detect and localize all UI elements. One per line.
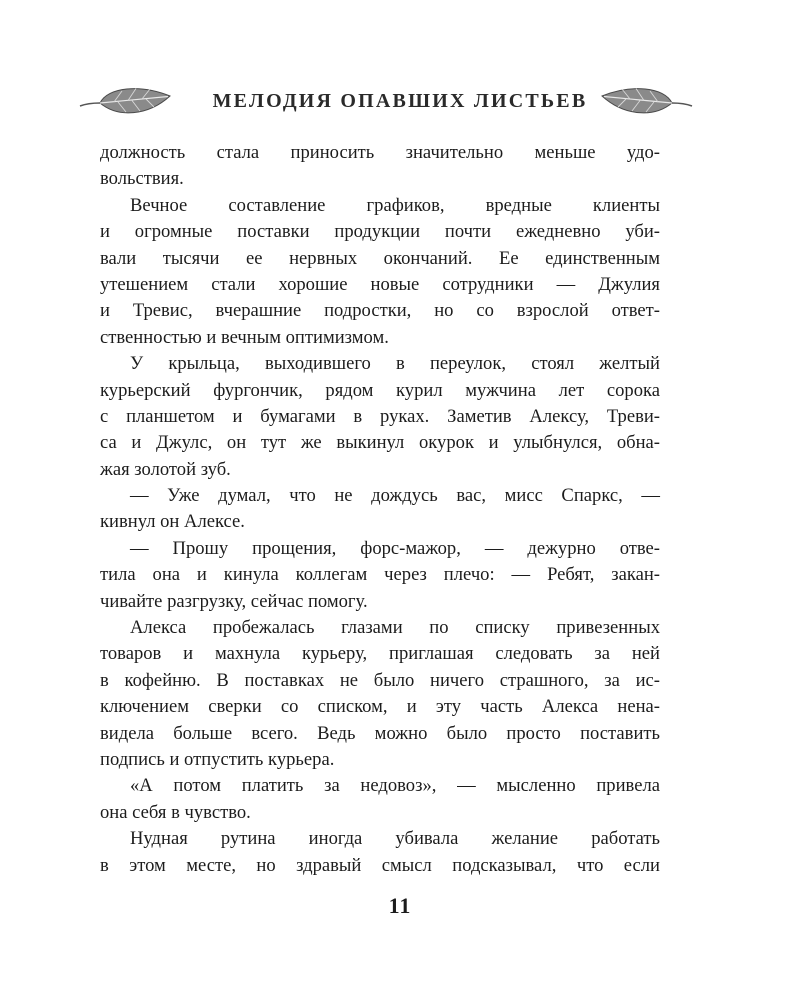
body-text [100, 140, 660, 879]
text-line: вольствия. [100, 168, 184, 190]
text-line: У крыльца, выходившего в переулок, стоял желтый [130, 353, 660, 375]
text-line: ключением сверки со списком, и эту часть Алекса нена- [100, 696, 660, 718]
page-number: 11 [388, 893, 412, 918]
text-line: и Тревис, вчерашние подростки, но со взрослой ответ- [100, 300, 660, 322]
text-line: «А потом платить за недовоз», — мысленно привела [130, 775, 660, 797]
running-header [0, 78, 800, 124]
text-line: — Уже думал, что не дождусь вас, мисс Спаркс, — [130, 485, 660, 507]
text-line: тила она и кинула коллегам через плечо: — Ребят, закан- [100, 564, 660, 586]
text-line: она себя в чувство. [100, 801, 251, 823]
text-line: Вечное составление графиков, вредные клиенты [130, 194, 660, 216]
book-title: МЕЛОДИЯ ОПАВШИХ ЛИСТЬЕВ [212, 90, 588, 112]
text-line: с планшетом и бумагами в руках. Заметив Алексу, Треви- [100, 405, 660, 427]
text-line: утешением стали хорошие новые сотрудники — Джулия [100, 273, 660, 295]
text-line: видела больше всего. Ведь можно было просто поставить [100, 722, 660, 744]
text-line: кивнул он Алексе. [100, 511, 245, 533]
text-line: чивайте разгрузку, сейчас помогу. [100, 590, 368, 612]
text-line: в кофейню. В поставках не было ничего страшного, за ис- [100, 669, 660, 691]
text-line: вали тысячи ее нервных окончаний. Ее единственным [100, 247, 660, 269]
text-line: курьерский фургончик, рядом курил мужчина лет сорока [100, 379, 660, 401]
text-line: ственностью и вечным оптимизмом. [100, 326, 389, 348]
text-line: в этом месте, но здравый смысл подсказывал, что если [100, 854, 660, 876]
text-line: са и Джулс, он тут же выкинул окурок и улыбнулся, обна- [100, 432, 660, 454]
text-line: должность стала приносить значительно меньше удо- [100, 142, 660, 163]
text-line: Нудная рутина иногда убивала желание работать [130, 828, 660, 850]
text-line: Алекса пробежалась глазами по списку привезенных [130, 617, 660, 639]
leaf-right-icon [598, 84, 694, 120]
text-line: товаров и махнула курьеру, приглашая следовать за ней [100, 643, 660, 665]
text-line: — Прошу прощения, форс-мажор, — дежурно отве- [130, 537, 660, 559]
text-line: жая золотой зуб. [100, 458, 231, 480]
text-line: и огромные поставки продукции почти ежедневно уби- [100, 221, 660, 243]
text-line: подпись и отпустить курьера. [100, 748, 335, 770]
